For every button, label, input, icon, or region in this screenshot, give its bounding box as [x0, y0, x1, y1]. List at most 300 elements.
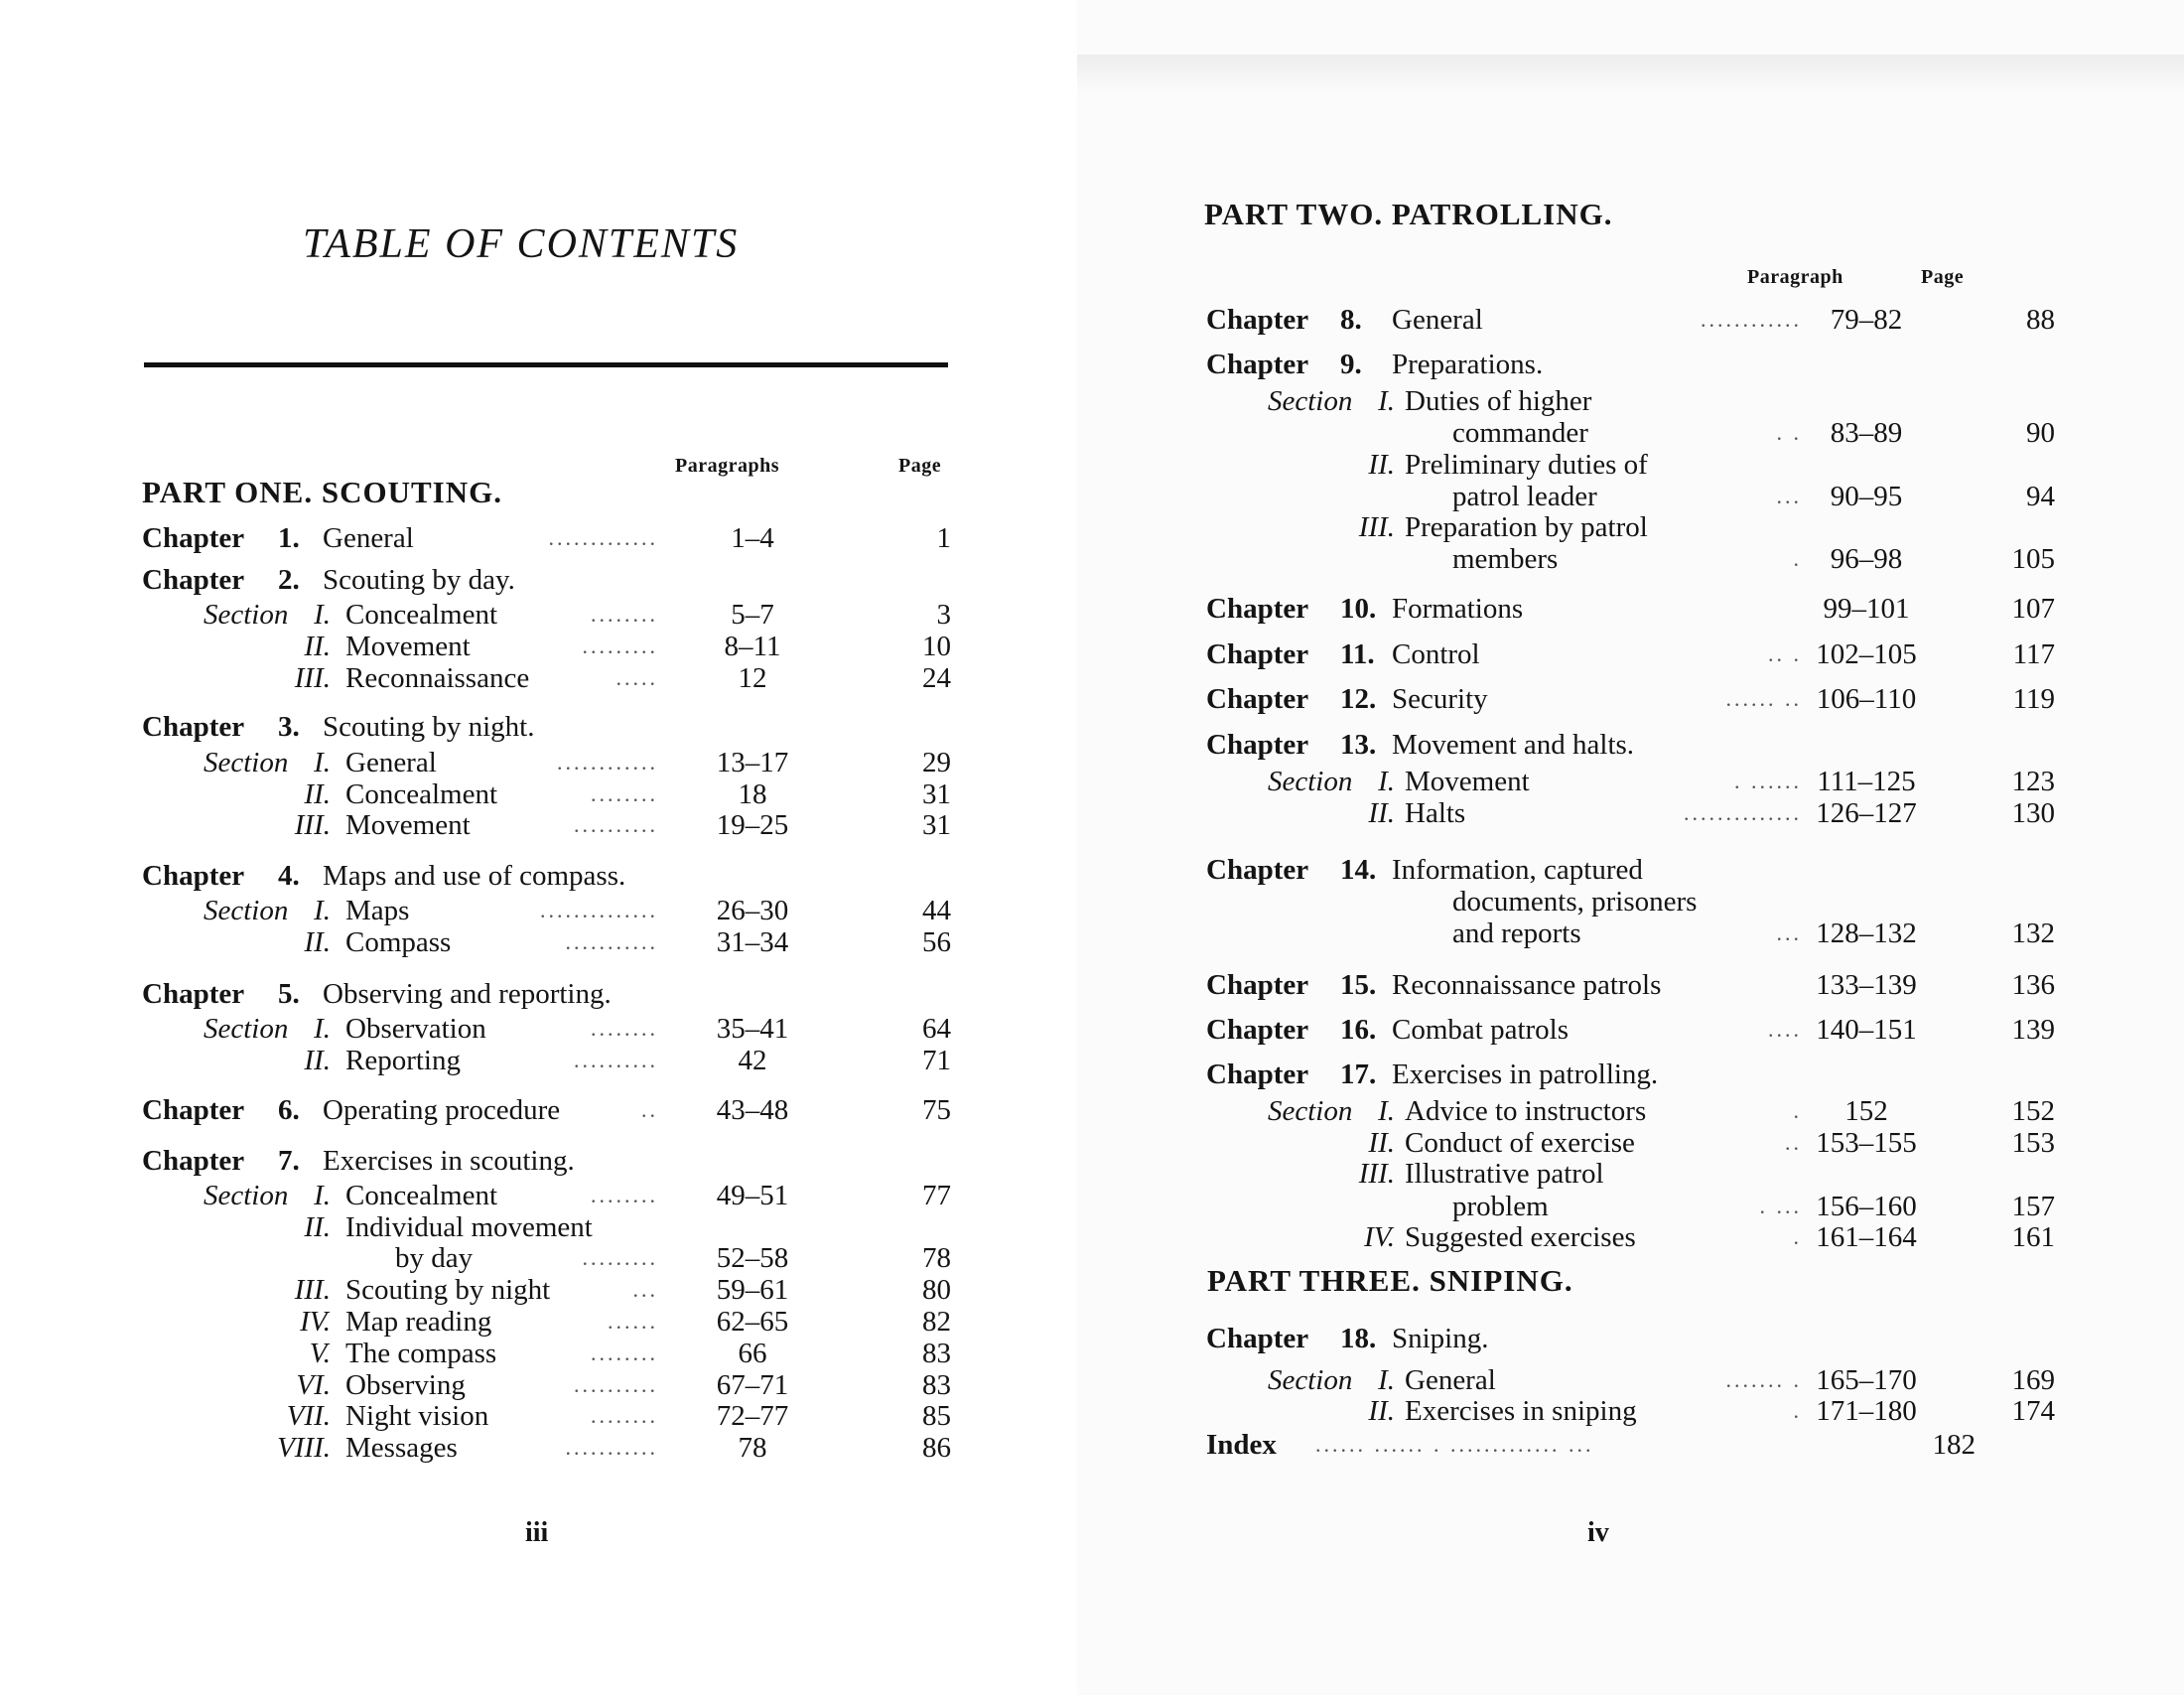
section-numeral: V. — [309, 1338, 331, 1369]
section-numeral: VI. — [296, 1369, 331, 1401]
paragraph-range: 96–98 — [1830, 543, 1903, 575]
section-entry[interactable] — [1206, 449, 1802, 481]
leader-dots: ............ — [557, 750, 658, 775]
chapter-word: Chapter — [142, 860, 245, 892]
section-numeral: I. — [314, 895, 331, 926]
chapter-number: 9. — [1340, 349, 1362, 380]
section-entry[interactable] — [142, 662, 658, 694]
paragraph-range: 140–151 — [1816, 1014, 1917, 1046]
section-numeral: III. — [294, 662, 331, 694]
entry-title: Combat patrols — [1392, 1014, 1570, 1046]
chapter-word: Chapter — [142, 978, 245, 1010]
leader-dots: ......... — [582, 634, 658, 658]
section-entry[interactable] — [142, 599, 658, 631]
page-number: 1 — [936, 522, 951, 554]
chapter-entry[interactable] — [1206, 593, 1802, 625]
section-entry[interactable] — [142, 926, 658, 958]
leader-dots: .......... — [574, 1048, 658, 1072]
leader-dots: ............ — [1701, 307, 1802, 332]
chapter-number: 5. — [278, 978, 300, 1010]
chapter-word: Chapter — [1206, 683, 1309, 715]
entry-title: members — [1452, 543, 1559, 575]
entry-title: Formations — [1392, 593, 1524, 625]
page-number: 117 — [2012, 638, 2055, 670]
section-word: Section — [204, 1180, 289, 1211]
entry-title: Concealment — [345, 1180, 498, 1211]
section-entry[interactable] — [142, 1338, 658, 1369]
entry-title: Concealment — [345, 599, 498, 631]
entry-title: Reconnaissance — [345, 662, 530, 694]
index-entry[interactable] — [1206, 1429, 1921, 1461]
section-word: Section — [1268, 385, 1353, 417]
page-number: 85 — [922, 1400, 951, 1432]
chapter-entry[interactable] — [142, 522, 658, 554]
section-entry[interactable] — [142, 778, 658, 810]
paragraph-range: 128–132 — [1816, 918, 1917, 949]
section-entry[interactable] — [1206, 543, 1802, 575]
page-number: 3 — [936, 599, 951, 631]
chapter-number: 11. — [1340, 638, 1375, 670]
paragraph-range: 156–160 — [1816, 1191, 1917, 1222]
entry-title: Illustrative patrol — [1405, 1158, 1604, 1190]
paragraph-range: 49–51 — [716, 1180, 789, 1211]
chapter-word: Chapter — [1206, 854, 1309, 886]
entry-title: Preparation by patrol — [1405, 511, 1648, 543]
section-entry[interactable] — [142, 1013, 658, 1045]
section-numeral: VII. — [286, 1400, 331, 1432]
section-numeral: III. — [1358, 1158, 1395, 1190]
chapter-entry[interactable] — [142, 978, 658, 1010]
chapter-word: Chapter — [1206, 593, 1309, 625]
leader-dots: ....... . — [1725, 1367, 1802, 1392]
section-numeral: II. — [1368, 1395, 1395, 1427]
page-number: 139 — [2011, 1014, 2055, 1046]
chapter-number: 10. — [1340, 593, 1377, 625]
leader-dots: ...... — [608, 1309, 658, 1334]
paragraph-range: 62–65 — [716, 1306, 789, 1338]
chapter-number: 3. — [278, 711, 300, 743]
chapter-entry[interactable] — [1206, 349, 1802, 380]
section-numeral: III. — [1358, 511, 1395, 543]
paragraph-range: 43–48 — [716, 1094, 789, 1126]
page-number: 136 — [2011, 969, 2055, 1001]
index-page: 182 — [1932, 1429, 1976, 1461]
page-number: 153 — [2011, 1127, 2055, 1159]
section-entry[interactable] — [1206, 481, 1802, 512]
chapter-entry[interactable] — [1206, 304, 1802, 336]
left-page — [0, 0, 1077, 1695]
leader-dots: . — [1793, 1098, 1802, 1123]
section-entry[interactable] — [1206, 797, 1802, 829]
leader-dots: ... — [1776, 920, 1802, 945]
paragraph-range: 152 — [1844, 1095, 1888, 1127]
entry-title: Scouting by day. — [323, 564, 515, 596]
entry-title: Information, captured — [1392, 854, 1643, 886]
entry-title: by day — [395, 1242, 474, 1274]
paragraph-range: 83–89 — [1830, 417, 1903, 449]
section-entry[interactable] — [142, 1400, 658, 1432]
chapter-entry[interactable] — [1206, 854, 1802, 886]
section-numeral: I. — [314, 1180, 331, 1211]
entry-title: Night vision — [345, 1400, 489, 1432]
leader-dots: ... — [632, 1277, 658, 1302]
section-entry[interactable] — [142, 1369, 658, 1401]
page-number: 132 — [2011, 918, 2055, 949]
chapter-number: 1. — [278, 522, 300, 554]
chapter-number: 2. — [278, 564, 300, 596]
entry-title: Scouting by night — [345, 1274, 551, 1306]
section-numeral: I. — [314, 599, 331, 631]
section-numeral: II. — [304, 631, 331, 662]
section-entry[interactable] — [142, 1306, 658, 1338]
page-number: 10 — [922, 631, 951, 662]
section-numeral: II. — [1368, 1127, 1395, 1159]
chapter-number: 7. — [278, 1145, 300, 1177]
section-numeral: II. — [1368, 797, 1395, 829]
leader-dots: ........ — [591, 1403, 658, 1428]
leader-dots: .......... — [574, 1372, 658, 1397]
section-numeral: I. — [1378, 766, 1395, 797]
leader-dots: . — [1793, 546, 1802, 571]
paragraph-range: 90–95 — [1830, 481, 1903, 512]
page-number: 31 — [922, 809, 951, 841]
page-number: 56 — [922, 926, 951, 958]
paragraph-range: 19–25 — [716, 809, 789, 841]
section-entry[interactable] — [1206, 1364, 1802, 1396]
entry-title: The compass — [345, 1338, 497, 1369]
section-entry[interactable] — [1206, 766, 1802, 797]
chapter-word: Chapter — [1206, 1323, 1309, 1354]
entry-title: Conduct of exercise — [1405, 1127, 1635, 1159]
section-word: Section — [204, 895, 289, 926]
entry-title: Maps and use of compass. — [323, 860, 626, 892]
section-entry[interactable] — [142, 747, 658, 778]
leader-dots: ........ — [591, 1183, 658, 1207]
paragraph-range: 79–82 — [1830, 304, 1903, 336]
paragraph-range: 102–105 — [1816, 638, 1917, 670]
paragraph-range: 106–110 — [1816, 683, 1917, 715]
page-number: 94 — [2026, 481, 2055, 512]
leader-dots: ........... — [565, 1435, 658, 1460]
entry-title: Reporting — [345, 1045, 461, 1076]
chapter-entry[interactable] — [1206, 1323, 1802, 1354]
paragraph-range: 72–77 — [716, 1400, 789, 1432]
section-word: Section — [1268, 1364, 1353, 1396]
toc-title: TABLE OF CONTENTS — [303, 221, 740, 267]
paragraph-range: 126–127 — [1816, 797, 1917, 829]
chapter-number: 15. — [1340, 969, 1377, 1001]
entry-title: Reconnaissance patrols — [1392, 969, 1662, 1001]
section-entry[interactable] — [1206, 417, 1802, 449]
title-rule — [144, 362, 948, 367]
entry-title: Preparations. — [1392, 349, 1544, 380]
entry-title: Observing and reporting. — [323, 978, 612, 1010]
leader-dots: ........ — [591, 602, 658, 627]
paragraph-range: 78 — [738, 1432, 767, 1464]
entry-title: General — [1405, 1364, 1496, 1396]
entry-title: problem — [1452, 1191, 1549, 1222]
leader-dots: .......... — [574, 812, 658, 837]
section-entry[interactable] — [1206, 1158, 1802, 1190]
section-entry[interactable] — [142, 1242, 658, 1274]
chapter-number: 16. — [1340, 1014, 1377, 1046]
paragraph-range: 165–170 — [1816, 1364, 1917, 1396]
section-entry[interactable] — [1206, 385, 1802, 417]
chapter-entry[interactable] — [142, 1145, 658, 1177]
chapter-number: 13. — [1340, 729, 1377, 761]
part-two-heading: PART TWO. PATROLLING. — [1204, 197, 1613, 231]
page-number: 157 — [2011, 1191, 2055, 1222]
page-number: 123 — [2011, 766, 2055, 797]
entry-title: Movement — [345, 809, 471, 841]
entry-title: Control — [1392, 638, 1480, 670]
leader-dots: . . — [1776, 420, 1802, 445]
paragraph-range: 67–71 — [716, 1369, 789, 1401]
chapter-word: Chapter — [1206, 638, 1309, 670]
chapter-word: Chapter — [1206, 1014, 1309, 1046]
chapter-entry[interactable] — [142, 1094, 658, 1126]
leader-dots: .. — [641, 1097, 658, 1122]
entry-title: Observing — [345, 1369, 466, 1401]
page-number: 169 — [2011, 1364, 2055, 1396]
leader-dots: ........ — [591, 1016, 658, 1041]
chapter-number: 12. — [1340, 683, 1377, 715]
col-page: Page — [1921, 266, 1965, 288]
col-paragraphs: Paragraphs — [675, 455, 779, 477]
chapter-word: Chapter — [142, 1094, 245, 1126]
entry-title: Suggested exercises — [1405, 1221, 1636, 1253]
section-word: Section — [204, 599, 289, 631]
chapter-number: 6. — [278, 1094, 300, 1126]
chapter-word: Chapter — [142, 711, 245, 743]
entry-title: Messages — [345, 1432, 458, 1464]
index-label: Index — [1206, 1429, 1277, 1461]
entry-title: Sniping. — [1392, 1323, 1489, 1354]
entry-title: Movement — [345, 631, 471, 662]
leader-dots: . — [1793, 1224, 1802, 1249]
chapter-entry[interactable] — [142, 711, 658, 743]
chapter-word: Chapter — [1206, 304, 1309, 336]
paragraph-range: 59–61 — [716, 1274, 789, 1306]
section-entry[interactable] — [142, 1211, 658, 1243]
chapter-number: 4. — [278, 860, 300, 892]
paragraph-range: 1–4 — [731, 522, 774, 554]
section-word: Section — [1268, 766, 1353, 797]
entry-title: commander — [1452, 417, 1588, 449]
entry-title: Operating procedure — [323, 1094, 561, 1126]
leader-dots: ........... — [565, 929, 658, 954]
section-numeral: I. — [1378, 1095, 1395, 1127]
paragraph-range: 18 — [738, 778, 767, 810]
page-number: 107 — [2011, 593, 2055, 625]
section-numeral: II. — [1368, 449, 1395, 481]
leader-dots: ........ — [591, 1341, 658, 1365]
leader-dots: .............. — [540, 898, 658, 922]
section-word: Section — [1268, 1095, 1353, 1127]
paragraph-range: 8–11 — [724, 631, 781, 662]
page-number: 83 — [922, 1338, 951, 1369]
section-entry[interactable] — [142, 631, 658, 662]
section-entry[interactable] — [1206, 511, 1802, 543]
page-number: 82 — [922, 1306, 951, 1338]
section-entry[interactable] — [142, 1180, 658, 1211]
chapter-entry[interactable] — [1206, 1014, 1802, 1046]
section-numeral: VIII. — [277, 1432, 331, 1464]
entry-title: Security — [1392, 683, 1488, 715]
col-page: Page — [898, 455, 942, 477]
entry-title: Observation — [345, 1013, 486, 1045]
entry-title: Exercises in patrolling. — [1392, 1059, 1659, 1090]
entry-title: Movement and halts. — [1392, 729, 1635, 761]
leader-dots: ...... ...... . ............. ... — [1315, 1432, 1594, 1457]
page-number: 161 — [2011, 1221, 2055, 1253]
page-number: 44 — [922, 895, 951, 926]
leader-dots: .. — [1785, 1130, 1802, 1155]
paragraph-range: 171–180 — [1816, 1395, 1917, 1427]
leader-dots: ..... — [615, 665, 658, 690]
paragraph-range: 5–7 — [731, 599, 774, 631]
section-entry[interactable] — [1206, 1395, 1802, 1427]
paragraph-range: 42 — [738, 1045, 767, 1076]
entry-title: and reports — [1452, 918, 1581, 949]
entry-title: General — [345, 747, 437, 778]
page-number: 29 — [922, 747, 951, 778]
page-number: 78 — [922, 1242, 951, 1274]
chapter-entry[interactable] — [1206, 1059, 1802, 1090]
page-number: 80 — [922, 1274, 951, 1306]
entry-title: Concealment — [345, 778, 498, 810]
page-number: 90 — [2026, 417, 2055, 449]
section-numeral: II. — [304, 778, 331, 810]
section-numeral: II. — [304, 1045, 331, 1076]
entry-title: Advice to instructors — [1405, 1095, 1647, 1127]
entry-title: documents, prisoners — [1452, 886, 1698, 918]
section-entry[interactable] — [1206, 918, 1802, 949]
section-numeral: III. — [294, 809, 331, 841]
entry-title: Movement — [1405, 766, 1530, 797]
chapter-number: 14. — [1340, 854, 1377, 886]
page-number-iii: iii — [525, 1517, 549, 1548]
leader-dots: . ...... — [1734, 769, 1802, 793]
chapter-number: 17. — [1340, 1059, 1377, 1090]
chapter-number: 8. — [1340, 304, 1362, 336]
paragraph-range: 13–17 — [716, 747, 789, 778]
chapter-entry[interactable] — [1206, 969, 1802, 1001]
section-entry[interactable] — [142, 895, 658, 926]
section-entry[interactable] — [1206, 886, 1802, 918]
section-numeral: II. — [304, 926, 331, 958]
entry-title: Preliminary duties of — [1405, 449, 1648, 481]
part-three-heading: PART THREE. SNIPING. — [1207, 1263, 1573, 1298]
chapter-word: Chapter — [142, 564, 245, 596]
leader-dots: ...... .. — [1725, 686, 1802, 711]
entry-title: Exercises in scouting. — [323, 1145, 575, 1177]
page-number-iv: iv — [1587, 1517, 1609, 1548]
entry-title: Maps — [345, 895, 410, 926]
leader-dots: ........ — [591, 781, 658, 806]
entry-title: General — [323, 522, 414, 554]
section-numeral: II. — [304, 1211, 331, 1243]
entry-title: Map reading — [345, 1306, 492, 1338]
entry-title: Compass — [345, 926, 452, 958]
paragraph-range: 31–34 — [716, 926, 789, 958]
entry-title: Individual movement — [345, 1211, 593, 1243]
col-paragraph: Paragraph — [1747, 266, 1843, 288]
chapter-word: Chapter — [1206, 729, 1309, 761]
entry-title: Scouting by night. — [323, 711, 535, 743]
paragraph-range: 133–139 — [1816, 969, 1917, 1001]
section-entry[interactable] — [1206, 1095, 1802, 1127]
leader-dots: .... — [1768, 1017, 1802, 1042]
chapter-word: Chapter — [142, 522, 245, 554]
chapter-entry[interactable] — [142, 860, 658, 892]
chapter-number: 18. — [1340, 1323, 1377, 1354]
page-number: 64 — [922, 1013, 951, 1045]
page-number: 119 — [2012, 683, 2055, 715]
section-numeral: I. — [314, 1013, 331, 1045]
page-number: 152 — [2011, 1095, 2055, 1127]
page-number: 86 — [922, 1432, 951, 1464]
section-numeral: I. — [1378, 1364, 1395, 1396]
paragraph-range: 111–125 — [1817, 766, 1916, 797]
paragraph-range: 99–101 — [1823, 593, 1910, 625]
part-one-heading: PART ONE. SCOUTING. — [142, 475, 502, 509]
section-numeral: IV. — [1364, 1221, 1395, 1253]
section-numeral: IV. — [300, 1306, 331, 1338]
chapter-word: Chapter — [1206, 349, 1309, 380]
chapter-entry[interactable] — [1206, 683, 1802, 715]
leader-dots: . ... — [1759, 1194, 1802, 1218]
page-number: 88 — [2026, 304, 2055, 336]
paragraph-range: 52–58 — [716, 1242, 789, 1274]
entry-title: Duties of higher — [1405, 385, 1592, 417]
section-entry[interactable] — [1206, 1191, 1802, 1222]
entry-title: patrol leader — [1452, 481, 1597, 512]
paragraph-range: 153–155 — [1816, 1127, 1917, 1159]
chapter-entry[interactable] — [142, 564, 658, 596]
section-entry[interactable] — [142, 1274, 658, 1306]
leader-dots: .............. — [1684, 800, 1802, 825]
leader-dots: ......... — [582, 1245, 658, 1270]
paragraph-range: 26–30 — [716, 895, 789, 926]
page-number: 105 — [2011, 543, 2055, 575]
section-entry[interactable] — [142, 1045, 658, 1076]
section-word: Section — [204, 1013, 289, 1045]
right-page — [1077, 0, 2184, 1695]
paragraph-range: 35–41 — [716, 1013, 789, 1045]
paragraph-range: 161–164 — [1816, 1221, 1917, 1253]
section-entry[interactable] — [142, 1432, 658, 1464]
page-number: 75 — [922, 1094, 951, 1126]
chapter-word: Chapter — [142, 1145, 245, 1177]
entry-title: Halts — [1405, 797, 1466, 829]
paragraph-range: 12 — [738, 662, 767, 694]
section-numeral: III. — [294, 1274, 331, 1306]
section-numeral: I. — [314, 747, 331, 778]
section-entry[interactable] — [1206, 1127, 1802, 1159]
entry-title: Exercises in sniping — [1405, 1395, 1637, 1427]
chapter-entry[interactable] — [1206, 638, 1802, 670]
chapter-word: Chapter — [1206, 1059, 1309, 1090]
leader-dots: ............. — [548, 525, 658, 550]
page-number: 77 — [922, 1180, 951, 1211]
section-entry[interactable] — [1206, 1221, 1802, 1253]
section-entry[interactable] — [142, 809, 658, 841]
page-number: 130 — [2011, 797, 2055, 829]
page-number: 83 — [922, 1369, 951, 1401]
chapter-entry[interactable] — [1206, 729, 1802, 761]
entry-title: General — [1392, 304, 1483, 336]
